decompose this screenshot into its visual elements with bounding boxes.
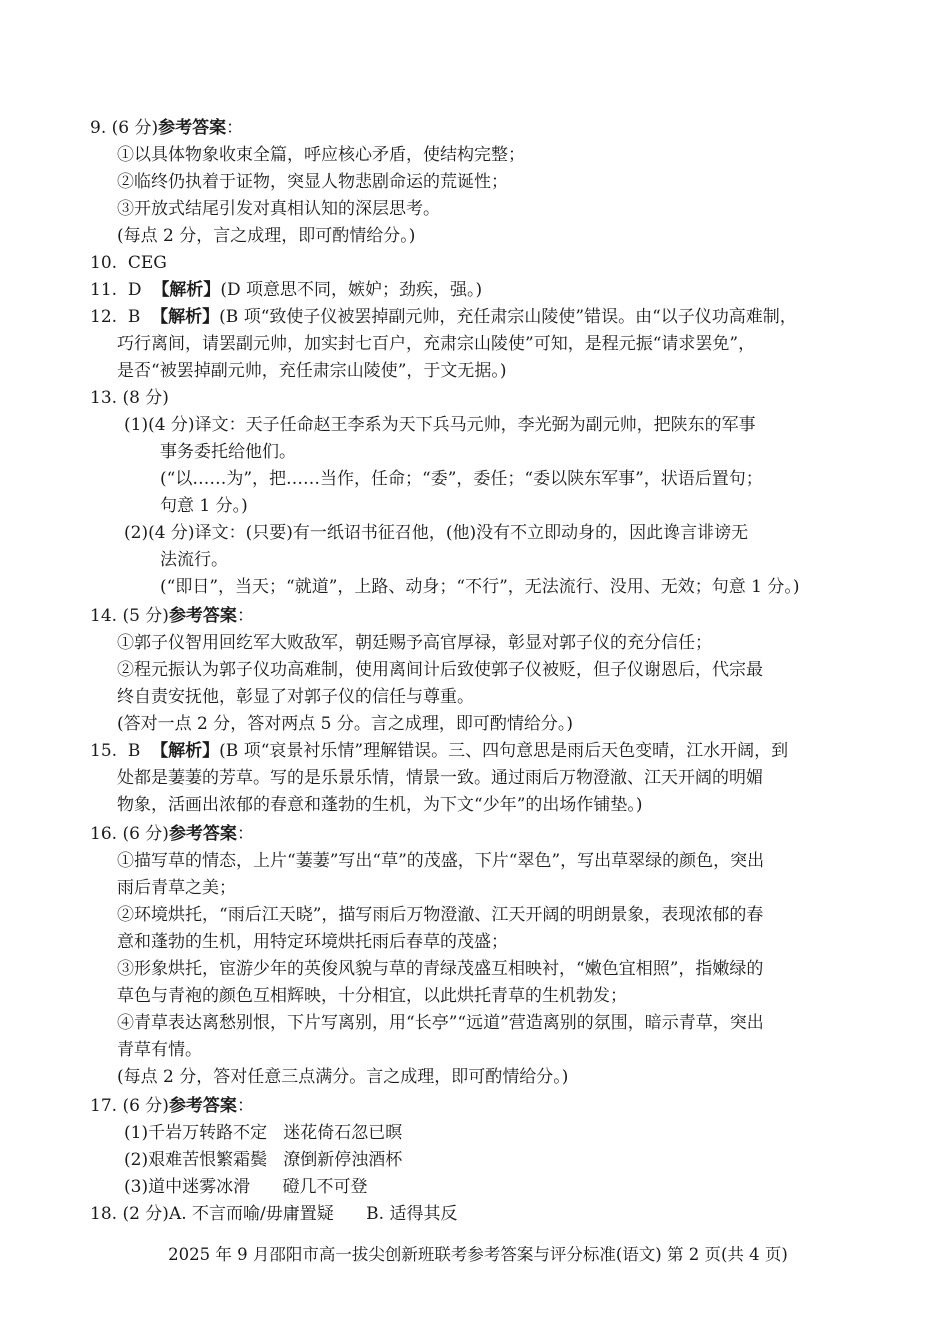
q16-point-2b: 意和蓬勃的生机，用特定环境烘托雨后春草的茂盛； <box>117 932 508 952</box>
q14-colon: ： <box>236 606 254 626</box>
q12-analysis-tag: 【解析】 <box>151 307 220 327</box>
q18-line <box>90 1202 457 1226</box>
q16-score: (6 分) <box>122 824 169 844</box>
q16-colon: ： <box>236 824 254 844</box>
q17-answer-2: (2)艰难苦恨繁霜鬓 潦倒新停浊酒杯 <box>124 1150 403 1170</box>
q16-point-3a: ③形象烘托，宦游少年的英俊风貌与草的青绿茂盛互相映衬，“嫩色宜相照”，指嫩绿的 <box>117 959 764 979</box>
q14-answer-label: 参考答案 <box>168 606 237 626</box>
q16-point-1b: 雨后青草之美； <box>117 878 236 898</box>
q9-point-1: ①以具体物象收束全篇，呼应核心矛盾，使结构完整； <box>117 145 525 165</box>
q14-point-2b: 终自责安抚他，彰显了对郭子仪的信任与尊重。 <box>117 687 474 707</box>
q13-1-translation-1: (1)(4 分)译文：天子任命赵王李系为天下兵马元帅，李光弼为副元帅，把陕东的军事 <box>124 415 756 435</box>
q9-point-2: ②临终仍执着于证物，突显人物悲剧命运的荒诞性； <box>117 172 508 192</box>
q17-colon: ： <box>236 1096 254 1116</box>
q18-score: (2 分) <box>122 1204 169 1224</box>
q9-score: (6 分) <box>111 118 159 138</box>
q10-answer: CEG <box>127 253 167 273</box>
q9-colon: ： <box>226 118 244 138</box>
q13-score: (8 分) <box>122 388 169 408</box>
q16-number: 16. <box>90 824 118 844</box>
q12-answer: B <box>127 307 141 327</box>
q13-2-scoring: (“即日”，当天；“就道”，上路、动身；“不行”，无法流行、没用、无效；句意 1 分。) <box>160 577 800 597</box>
q17-answer-3: (3)道中迷雾冰滑 磴几不可登 <box>124 1177 368 1197</box>
q9-header <box>90 116 243 140</box>
q17-number: 17. <box>90 1096 118 1116</box>
q17-header <box>90 1094 254 1118</box>
q15-analysis-2: 处都是萋萋的芳草。写的是乐景乐情，情景一致。通过雨后万物澄澈、江天开阔的明媚 <box>117 768 763 788</box>
q16-answer-label: 参考答案 <box>168 824 237 844</box>
q10-line <box>90 251 167 275</box>
q15-line-1 <box>90 739 788 763</box>
q9-answer-label: 参考答案 <box>158 118 227 138</box>
q11-answer: D <box>127 280 142 300</box>
q17-answer-label: 参考答案 <box>168 1096 237 1116</box>
q16-point-1a: ①描写草的情态，上片“萋萋”写出“草”的茂盛，下片“翠色”，写出草翠绿的颜色，突出 <box>117 851 765 871</box>
q12-number: 12. <box>90 307 118 327</box>
q15-analysis-3: 物象，活画出浓郁的春意和蓬勃的生机，为下文“少年”的出场作铺垫。) <box>117 795 643 815</box>
q13-1-scoring-2: 句意 1 分。) <box>160 496 248 516</box>
q18-answer: A. 不言而喻/毋庸置疑 B. 适得其反 <box>168 1204 458 1224</box>
q11-number: 11. <box>90 280 118 300</box>
q14-point-2a: ②程元振认为郭子仪功高难制，使用离间计后致使郭子仪被贬，但子仪谢恩后，代宗最 <box>117 660 763 680</box>
q12-analysis-1: (B 项“致使子仪被罢掉副元帅，充任肃宗山陵使”错误。由“以子仪功高难制， <box>219 307 797 327</box>
q16-header <box>90 822 254 846</box>
q9-number: 9. <box>90 118 107 138</box>
q14-score: (5 分) <box>122 606 169 626</box>
q12-analysis-3: 是否“被罢掉副元帅，充任肃宗山陵使”，于文无据。) <box>117 361 507 381</box>
q13-1-scoring-1: (“以……为”，把……当作，任命；“委”，委任；“委以陕东军事”，状语后置句； <box>160 469 763 489</box>
q15-analysis-1: (B 项“哀景衬乐情”理解错误。三、四句意思是雨后天色变晴，江水开阔，到 <box>219 741 789 761</box>
q14-scoring-note: (答对一点 2 分，答对两点 5 分。言之成理，即可酌情给分。) <box>117 714 574 734</box>
q13-header <box>90 386 169 410</box>
q17-score: (6 分) <box>122 1096 169 1116</box>
q15-analysis-tag: 【解析】 <box>151 741 220 761</box>
q16-point-4b: 青草有情。 <box>117 1040 202 1060</box>
q13-2-translation-1: (2)(4 分)译文：(只要)有一纸诏书征召他，(他)没有不立即动身的，因此谗言诽谤无 <box>124 523 749 543</box>
q14-point-1: ①郭子仪智用回纥军大败敌军，朝廷赐予高官厚禄，彰显对郭子仪的充分信任； <box>117 633 712 653</box>
q9-scoring-note: (每点 2 分，言之成理，即可酌情给分。) <box>117 226 416 246</box>
q12-analysis-2: 巧行离间，请罢副元帅，加实封七百户，充肃宗山陵使”可知，是程元振“请求罢免”， <box>117 334 756 354</box>
q13-1-translation-2: 事务委托给他们。 <box>160 442 296 462</box>
q13-number: 13. <box>90 388 118 408</box>
q9-point-3: ③开放式结尾引发对真相认知的深层思考。 <box>117 199 440 219</box>
q17-answer-1: (1)千岩万转路不定 迷花倚石忽已暝 <box>124 1123 403 1143</box>
q16-point-4a: ④青草表达离愁别恨，下片写离别，用“长亭”“远道”营造离别的氛围，暗示青草，突出 <box>117 1013 764 1033</box>
q16-point-3b: 草色与青袍的颜色互相辉映，十分相宜，以此烘托青草的生机勃发； <box>117 986 627 1006</box>
q15-number: 15. <box>90 741 118 761</box>
q16-scoring-note: (每点 2 分，答对任意三点满分。言之成理，即可酌情给分。) <box>117 1067 569 1087</box>
q11-analysis-tag: 【解析】 <box>152 280 221 300</box>
q13-2-translation-2: 法流行。 <box>160 550 228 570</box>
q15-answer: B <box>127 741 141 761</box>
q11-line <box>90 278 482 302</box>
page-footer: 2025 年 9 月邵阳市高一拔尖创新班联考参考答案与评分标准(语文) 第 2 页(共 4 页) <box>168 1245 788 1264</box>
q18-number: 18. <box>90 1204 118 1224</box>
q11-analysis: (D 项意思不同，嫉妒；劲疾，强。) <box>220 280 483 300</box>
q14-number: 14. <box>90 606 118 626</box>
q14-header <box>90 604 254 628</box>
q12-line-1 <box>90 305 797 329</box>
q16-point-2a: ②环境烘托，“雨后江天晓”，描写雨后万物澄澈、江天开阔的明朗景象，表现浓郁的春 <box>117 905 764 925</box>
q10-number: 10. <box>90 253 118 273</box>
